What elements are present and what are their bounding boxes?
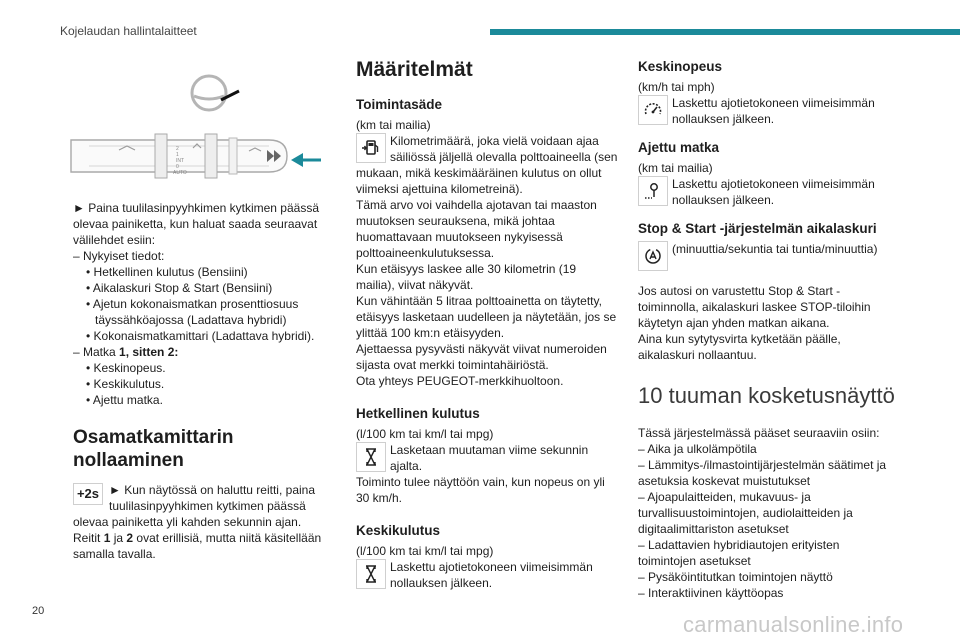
fuel-range-icon bbox=[356, 133, 386, 163]
reset-title-line2: nollaaminen bbox=[73, 450, 184, 471]
average-consumption-title: Keskikulutus bbox=[356, 523, 441, 538]
intro-line: • Hetkellinen kulutus (Bensiini) bbox=[86, 265, 248, 279]
stalk-label-0: 0 bbox=[176, 164, 179, 170]
touchscreen-title: 10 tuuman kosketusnäyttö bbox=[638, 383, 895, 408]
range-unit: (km tai mailia) bbox=[356, 118, 431, 132]
speedometer-icon bbox=[638, 95, 668, 125]
reset-block bbox=[73, 482, 328, 562]
reset-title bbox=[73, 426, 328, 472]
definitions-title: Määritelmät bbox=[356, 58, 473, 81]
wiper-stalk-icon bbox=[69, 58, 339, 188]
column-right bbox=[638, 58, 900, 601]
stop-start-icon bbox=[638, 241, 668, 271]
reset-text-part: Reitit bbox=[73, 531, 104, 545]
range-text: Kun vähintään 5 litraa polttoainetta on täytetty, etäisyys lasketaan uudelleen ja näytetään, jos se ylittää 100 km:n etäisyyden. bbox=[356, 294, 617, 340]
reset-text-part: 2 bbox=[126, 531, 134, 545]
intro-list bbox=[73, 200, 328, 408]
touchscreen-item: – Interaktiivinen käyttöopas bbox=[638, 586, 784, 600]
instant-consumption-block bbox=[356, 442, 618, 506]
average-speed-block bbox=[638, 95, 900, 127]
distance-travelled-title: Ajettu matka bbox=[638, 140, 720, 155]
column-middle bbox=[356, 58, 618, 591]
reset-text-part: ovat erillisiä, mutta niitä käsitellään samalla tavalla. bbox=[73, 531, 322, 561]
average-consumption-unit: (l/100 km tai km/l tai mpg) bbox=[356, 544, 494, 558]
intro-line: • Ajetun kokonaismatkan prosenttiosuus bbox=[86, 297, 299, 311]
matka-item: • Ajettu matka. bbox=[86, 393, 163, 407]
intro-line: – Nykyiset tiedot: bbox=[73, 249, 165, 263]
matka-bold: 1, sitten 2: bbox=[119, 345, 179, 359]
stop-start-units: (minuuttia/sekuntia tai tuntia/minuuttia) bbox=[672, 242, 878, 256]
matka-line bbox=[73, 344, 328, 360]
running-header: Kojelaudan hallintalaitteet bbox=[60, 24, 197, 38]
average-consumption-text: Laskettu ajotietokoneen viimeisimmän nollauksen jälkeen. bbox=[390, 560, 593, 590]
reset-text-2 bbox=[73, 530, 328, 562]
stop-start-title: Stop & Start -järjestelmän aikalaskuri bbox=[638, 221, 877, 236]
instant-consumption-title: Hetkellinen kulutus bbox=[356, 406, 480, 421]
intro-line: • Aikalaskuri Stop & Start (Bensiini) bbox=[86, 281, 273, 295]
matka-prefix: – Matka bbox=[73, 345, 120, 359]
matka-item: • Keskikulutus. bbox=[86, 377, 165, 391]
range-block bbox=[356, 133, 618, 389]
range-text: Tämä arvo voi vaihdella ajotavan tai maaston muutoksen seurauksena, mikä johtaa huomattavaan muutokseen nykyisessä polttoaineenkulutuksessa. bbox=[356, 198, 597, 260]
touchscreen-item: – Pysäköintitutkan toimintojen näyttö bbox=[638, 570, 833, 584]
hourglass-icon bbox=[356, 442, 386, 472]
range-title: Toimintasäde bbox=[356, 97, 443, 112]
range-text: Kilometrimäärä, joka vielä voidaan ajaa säiliössä jäljellä olevalla polttoaineella (sen mukaan, mikä keskimääräinen kulutus on ollut viimeksi ajettuina kilometreinä). bbox=[356, 134, 618, 196]
header-accent-bar bbox=[490, 29, 960, 35]
matka-item: • Keskinopeus. bbox=[86, 361, 166, 375]
watermark: carmanualsonline.info bbox=[683, 612, 904, 637]
reset-text-part: ja bbox=[110, 531, 127, 545]
stop-start-para2: Aina kun sytytysvirta kytketään päälle, aikalaskuri nollaantuu. bbox=[638, 332, 841, 362]
wiper-stalk-illustration bbox=[69, 58, 339, 188]
stalk-label-int: INT bbox=[176, 158, 185, 164]
average-speed-title: Keskinopeus bbox=[638, 59, 723, 74]
intro-line: ► Paina tuulilasinpyyhkimen kytkimen päässä olevaa painiketta, kun haluat saada seuraavat välilehdet esiin: bbox=[73, 201, 319, 247]
range-text: Ajettaessa pysyvästi näkyvät viivat numeroiden sijasta ovat merkki toimintahäiriöstä. bbox=[356, 342, 607, 372]
stalk-label-2: 2 bbox=[176, 146, 179, 152]
stop-start-block bbox=[638, 241, 900, 273]
touchscreen-item: – Ladattavien hybridiautojen erityisten toimintojen asetukset bbox=[638, 538, 840, 568]
touchscreen-item: – Lämmitys-/ilmastointijärjestelmän säätimet ja asetuksia koskevat muistutukset bbox=[638, 458, 887, 488]
reset-text-part: 1 bbox=[103, 531, 111, 545]
range-text: Ota yhteys PEUGEOT-merkkihuoltoon. bbox=[356, 374, 564, 388]
distance-travelled-unit: (km tai mailia) bbox=[638, 161, 713, 175]
reset-text: ► Kun näytössä on haluttu reitti, paina tuulilasinpyyhkimen kytkimen päässä olevaa painiketta yli kahden sekunnin ajan. bbox=[73, 483, 316, 529]
average-speed-text: Laskettu ajotietokoneen viimeisimmän nollauksen jälkeen. bbox=[672, 96, 875, 126]
stop-start-para: Jos autosi on varustettu Stop & Start -toiminnolla, aikalaskuri laskee STOP-tiloihin käytetyn ajan yhden matkan aikana. bbox=[638, 284, 871, 330]
average-consumption-block bbox=[356, 559, 618, 591]
touchscreen-intro: Tässä järjestelmässä pääset seuraaviin osiin: bbox=[638, 426, 880, 440]
instant-consumption-text: Toiminto tulee näyttöön vain, kun nopeus on yli 30 km/h. bbox=[356, 475, 605, 505]
distance-travelled-text: Laskettu ajotietokoneen viimeisimmän nollauksen jälkeen. bbox=[672, 177, 875, 207]
location-pin-icon bbox=[638, 176, 668, 206]
distance-travelled-block bbox=[638, 176, 900, 208]
page-number: 20 bbox=[32, 605, 45, 617]
hourglass-icon bbox=[356, 559, 386, 589]
instant-consumption-text: Lasketaan muutaman viime sekunnin ajalta. bbox=[390, 443, 589, 473]
touchscreen-item: – Ajoapulaitteiden, mukavuus- ja turvallisuustoimintojen, audiolaitteiden ja digitaalimittariston asetukset bbox=[638, 490, 853, 536]
instant-consumption-unit: (l/100 km tai km/l tai mpg) bbox=[356, 427, 494, 441]
stalk-label-auto: AUTO bbox=[173, 170, 187, 176]
two-second-press-icon: +2s bbox=[73, 483, 103, 505]
touchscreen-item: – Aika ja ulkolämpötila bbox=[638, 442, 757, 456]
average-speed-unit: (km/h tai mph) bbox=[638, 80, 715, 94]
intro-line: • Kokonaismatkamittari (Ladattava hybridi). bbox=[86, 329, 315, 343]
intro-line: täyssähköajossa (Ladattava hybridi) bbox=[95, 313, 287, 327]
range-text: Kun etäisyys laskee alle 30 kilometrin (19 mailia), viivat näkyvät. bbox=[356, 262, 577, 292]
column-left bbox=[73, 58, 328, 562]
reset-title-line1: Osamatkamittarin bbox=[73, 427, 234, 448]
stalk-label-1: 1 bbox=[176, 152, 179, 158]
